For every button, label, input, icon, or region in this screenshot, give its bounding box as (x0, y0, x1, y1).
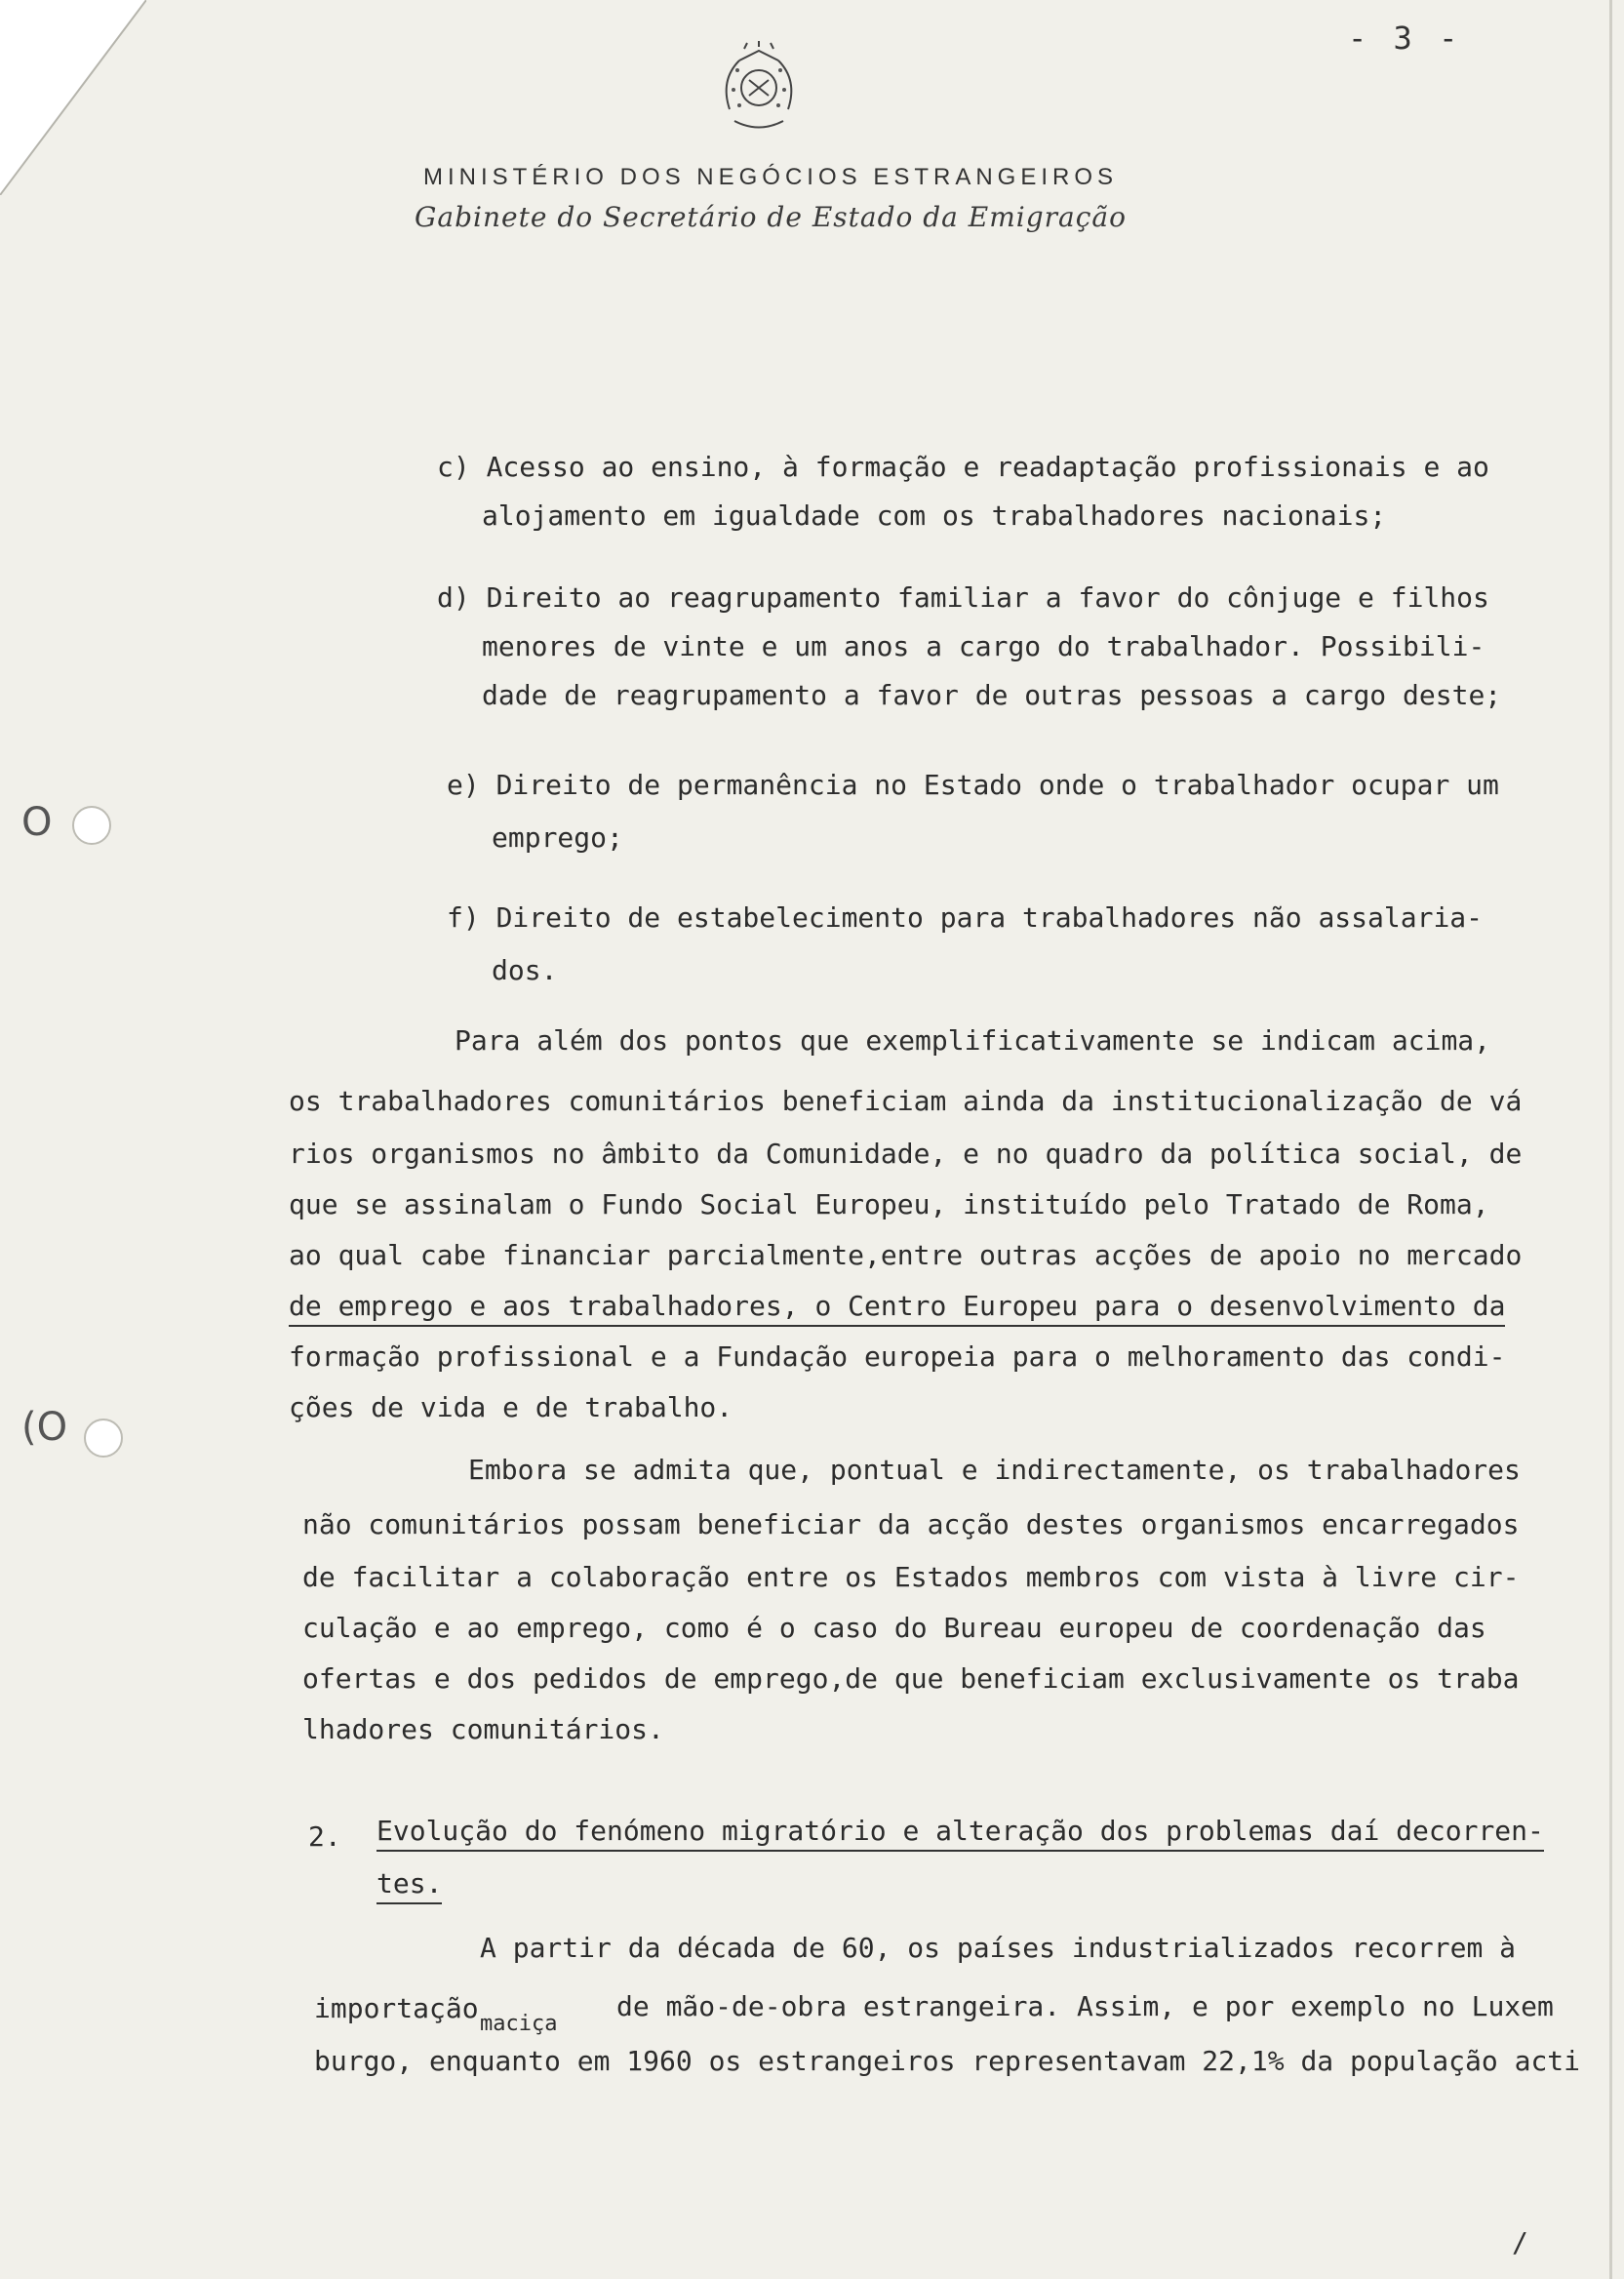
item-f-line-1: f) Direito de estabelecimento para trabalhadores não assalaria- (447, 901, 1484, 934)
section-2-number: 2. (308, 1820, 341, 1853)
punch-hole-icon (72, 806, 111, 845)
item-d-line-1: d) Direito ao reagrupamento familiar a favor do cônjuge e filhos (437, 581, 1489, 614)
item-f-line-2: dos. (492, 954, 558, 986)
item-c-line-1: c) Acesso ao ensino, à formação e readaptação profissionais e ao (437, 451, 1489, 483)
coat-of-arms-icon (700, 41, 817, 139)
paragraph-3-line-2-start: importação (314, 1992, 479, 2024)
paragraph-1-line-7: formação profissional e a Fundação europeia para o melhoramento das condi- (289, 1340, 1506, 1373)
paragraph-1-line-3: rios organismos no âmbito da Comunidade, e no quadro da política social, de (289, 1138, 1523, 1170)
section-2-title-line-1: Evolução do fenómeno migratório e alteração dos problemas daí decorren- (376, 1815, 1544, 1852)
section-2-title-line-2: tes. (376, 1867, 442, 1904)
paragraph-3-line-3: burgo, enquanto em 1960 os estrangeiros representavam 22,1% da população acti (314, 2045, 1581, 2077)
paragraph-1-line-6: de emprego e aos trabalhadores, o Centro Europeu para o desenvolvimento da (289, 1290, 1505, 1327)
item-e-line-2: emprego; (492, 821, 623, 854)
paragraph-2-line-2: não comunitários possam beneficiar da acção destes organismos encarregados (302, 1508, 1520, 1540)
paragraph-3-inserted-word: maciça (480, 2012, 558, 2036)
paragraph-2-line-6: lhadores comunitários. (302, 1713, 664, 1745)
paragraph-1-line-4: que se assinalam o Fundo Social Europeu, instituído pelo Tratado de Roma, (289, 1188, 1489, 1220)
paragraph-2-line-3: de facilitar a colaboração entre os Estados membros com vista à livre cir- (302, 1561, 1520, 1593)
cabinet-name: Gabinete do Secretário de Estado da Emigração (415, 201, 1127, 233)
paragraph-2-line-1: Embora se admita que, pontual e indirectamente, os trabalhadores (468, 1454, 1521, 1486)
item-d-line-2: menores de vinte e um anos a cargo do trabalhador. Possibili- (482, 630, 1485, 662)
paragraph-1-line-2: os trabalhadores comunitários beneficiam ainda da institucionalização de vá (289, 1085, 1523, 1117)
item-e-line-1: e) Direito de permanência no Estado onde o trabalhador ocupar um (447, 769, 1499, 801)
punch-hole-mark-icon: (O (21, 1405, 68, 1450)
page-edge-shadow (1609, 0, 1612, 2279)
punch-hole-mark-icon: O (21, 800, 53, 845)
paragraph-3-line-2-rest: de mão-de-obra estrangeira. Assim, e por exemplo no Luxem (616, 1990, 1554, 2022)
folded-corner (0, 0, 146, 195)
paragraph-1-line-1: Para além dos pontos que exemplificativamente se indicam acima, (455, 1024, 1491, 1057)
paragraph-1-line-8: ções de vida e de trabalho. (289, 1391, 733, 1423)
punch-hole-icon (84, 1419, 123, 1458)
paragraph-1-line-5: ao qual cabe financiar parcialmente,entre outras acções de apoio no mercado (289, 1239, 1523, 1271)
margin-mark-icon: / (1512, 2226, 1528, 2259)
page-number: - 3 - (1348, 20, 1462, 57)
paragraph-2-line-4: culação e ao emprego, como é o caso do Bureau europeu de coordenação das (302, 1612, 1486, 1644)
paragraph-2-line-5: ofertas e dos pedidos de emprego,de que beneficiam exclusivamente os traba (302, 1662, 1520, 1695)
ministry-name: MINISTÉRIO DOS NEGÓCIOS ESTRANGEIROS (422, 164, 1119, 190)
paragraph-3-line-1: A partir da década de 60, os países industrializados recorrem à (480, 1932, 1517, 1964)
item-d-line-3: dade de reagrupamento a favor de outras pessoas a cargo deste; (482, 679, 1502, 711)
item-c-line-2: alojamento em igualdade com os trabalhadores nacionais; (482, 500, 1387, 532)
